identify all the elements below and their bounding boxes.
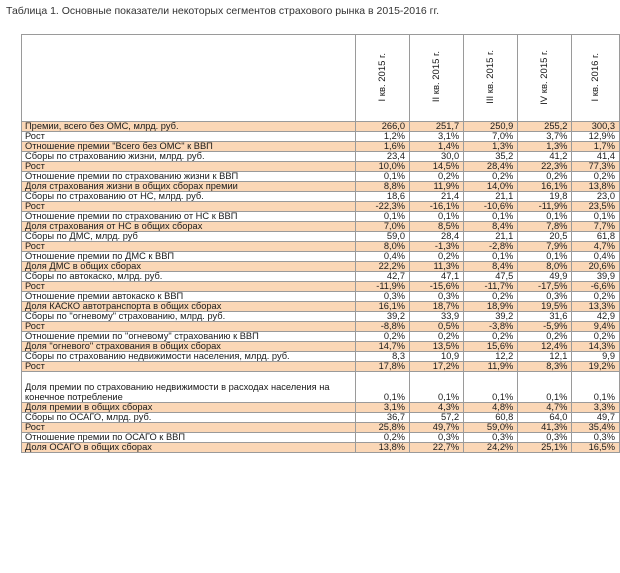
value-cell: -16,1% <box>410 202 464 212</box>
value-cell: 10,0% <box>355 162 409 172</box>
value-cell: 41,2 <box>518 152 572 162</box>
value-cell: 0,1% <box>410 212 464 222</box>
value-cell: 1,3% <box>464 142 518 152</box>
table-row <box>22 372 620 403</box>
value-cell: 59,0% <box>464 423 518 433</box>
value-cell: 18,6 <box>355 192 409 202</box>
value-cell: 0,1% <box>572 372 620 403</box>
value-cell: 1,2% <box>355 132 409 142</box>
value-cell: -10,6% <box>464 202 518 212</box>
row-label-header <box>22 35 356 122</box>
value-cell: 9,9 <box>572 352 620 362</box>
column-header-label: I кв. 2016 г. <box>590 52 602 102</box>
value-cell: 57,2 <box>410 413 464 423</box>
value-cell: 0,3% <box>410 292 464 302</box>
table-row <box>22 443 620 453</box>
table-row <box>22 362 620 372</box>
value-cell: 16,5% <box>572 443 620 453</box>
value-cell: 18,7% <box>410 302 464 312</box>
value-cell: 25,1% <box>518 443 572 453</box>
value-cell: 41,4 <box>572 152 620 162</box>
value-cell: 39,9 <box>572 272 620 282</box>
value-cell: 28,4 <box>410 232 464 242</box>
value-cell: 1,7% <box>572 142 620 152</box>
value-cell: 31,6 <box>518 312 572 322</box>
value-cell: 17,2% <box>410 362 464 372</box>
value-cell: 0,4% <box>572 252 620 262</box>
row-label: Сборы по страхованию жизни, млрд. руб. <box>22 152 356 162</box>
value-cell: 36,7 <box>355 413 409 423</box>
value-cell: 300,3 <box>572 122 620 132</box>
value-cell: 8,4% <box>464 222 518 232</box>
row-label: Доля КАСКО автотранспорта в общих сборах <box>22 302 356 312</box>
value-cell: 8,4% <box>464 262 518 272</box>
table-row <box>22 182 620 192</box>
value-cell: 0,1% <box>355 212 409 222</box>
value-cell: 0,2% <box>410 172 464 182</box>
value-cell: 49,7 <box>572 413 620 423</box>
table-row <box>22 423 620 433</box>
value-cell: 3,1% <box>410 132 464 142</box>
row-label: Премии, всего без ОМС, млрд. руб. <box>22 122 356 132</box>
row-label: Сборы по страхованию от НС, млрд. руб. <box>22 192 356 202</box>
value-cell: 22,3% <box>518 162 572 172</box>
value-cell: 39,2 <box>464 312 518 322</box>
column-header <box>572 35 620 122</box>
value-cell: 0,3% <box>410 433 464 443</box>
value-cell: 64,0 <box>518 413 572 423</box>
value-cell: 0,2% <box>355 332 409 342</box>
value-cell: 3,7% <box>518 132 572 142</box>
row-label: Рост <box>22 162 356 172</box>
column-header-label: III кв. 2015 г. <box>485 50 497 104</box>
value-cell: 12,9% <box>572 132 620 142</box>
value-cell: 0,1% <box>518 372 572 403</box>
table-row <box>22 292 620 302</box>
value-cell: 19,8 <box>518 192 572 202</box>
row-label: Отношение премии по ОСАГО к ВВП <box>22 433 356 443</box>
column-header <box>410 35 464 122</box>
value-cell: 8,8% <box>355 182 409 192</box>
row-label: Сборы по ОСАГО, млрд. руб. <box>22 413 356 423</box>
value-cell: 21,4 <box>410 192 464 202</box>
table-row <box>22 172 620 182</box>
row-label: Сборы по "огневому" страхованию, млрд. руб. <box>22 312 356 322</box>
value-cell: 0,3% <box>518 433 572 443</box>
value-cell: 12,4% <box>518 342 572 352</box>
value-cell: 19,5% <box>518 302 572 312</box>
value-cell: 13,3% <box>572 302 620 312</box>
value-cell: -3,8% <box>464 322 518 332</box>
value-cell: 8,5% <box>410 222 464 232</box>
row-label: Доля страхования жизни в общих сборах премии <box>22 182 356 192</box>
row-label: Отношение премии "Всего без ОМС" к ВВП <box>22 142 356 152</box>
value-cell: -15,6% <box>410 282 464 292</box>
table-row <box>22 262 620 272</box>
table-row <box>22 212 620 222</box>
insurance-market-table <box>21 34 620 453</box>
table-row <box>22 272 620 282</box>
value-cell: 49,7% <box>410 423 464 433</box>
row-label: Рост <box>22 132 356 142</box>
value-cell: 4,8% <box>464 403 518 413</box>
value-cell: 13,8% <box>355 443 409 453</box>
table-row <box>22 252 620 262</box>
value-cell: 21,1 <box>464 192 518 202</box>
row-label: Рост <box>22 322 356 332</box>
value-cell: 35,2 <box>464 152 518 162</box>
value-cell: 0,2% <box>572 292 620 302</box>
value-cell: 0,2% <box>410 252 464 262</box>
value-cell: 16,1% <box>518 182 572 192</box>
row-label: Рост <box>22 282 356 292</box>
value-cell: 0,3% <box>572 433 620 443</box>
value-cell: 0,1% <box>464 212 518 222</box>
value-cell: 10,9 <box>410 352 464 362</box>
table-row <box>22 342 620 352</box>
column-header-label: IV кв. 2015 г. <box>539 49 551 105</box>
value-cell: 250,9 <box>464 122 518 132</box>
value-cell: -5,9% <box>518 322 572 332</box>
value-cell: 15,6% <box>464 342 518 352</box>
table-row <box>22 433 620 443</box>
value-cell: 3,3% <box>572 403 620 413</box>
value-cell: 255,2 <box>518 122 572 132</box>
value-cell: -11,7% <box>464 282 518 292</box>
row-label: Отношение премии по ДМС к ВВП <box>22 252 356 262</box>
table-row <box>22 132 620 142</box>
value-cell: 1,3% <box>518 142 572 152</box>
value-cell: 49,9 <box>518 272 572 282</box>
row-label: Сборы по автокаско, млрд. руб. <box>22 272 356 282</box>
value-cell: 0,3% <box>464 433 518 443</box>
value-cell: 1,4% <box>410 142 464 152</box>
value-cell: 8,3% <box>518 362 572 372</box>
value-cell: 14,0% <box>464 182 518 192</box>
value-cell: 13,5% <box>410 342 464 352</box>
table-row <box>22 152 620 162</box>
value-cell: 12,2 <box>464 352 518 362</box>
value-cell: 0,3% <box>355 292 409 302</box>
value-cell: 3,1% <box>355 403 409 413</box>
table-body <box>22 122 620 453</box>
value-cell: 0,2% <box>518 332 572 342</box>
table-row <box>22 232 620 242</box>
value-cell: 61,8 <box>572 232 620 242</box>
value-cell: 266,0 <box>355 122 409 132</box>
value-cell: 22,2% <box>355 262 409 272</box>
value-cell: 0,1% <box>572 212 620 222</box>
value-cell: 24,2% <box>464 443 518 453</box>
value-cell: 47,5 <box>464 272 518 282</box>
value-cell: 4,3% <box>410 403 464 413</box>
table-row <box>22 413 620 423</box>
value-cell: 23,0 <box>572 192 620 202</box>
value-cell: 0,3% <box>518 292 572 302</box>
value-cell: 47,1 <box>410 272 464 282</box>
value-cell: -8,8% <box>355 322 409 332</box>
table-row <box>22 122 620 132</box>
value-cell: -2,8% <box>464 242 518 252</box>
row-label: Рост <box>22 242 356 252</box>
value-cell: 19,2% <box>572 362 620 372</box>
table-row <box>22 322 620 332</box>
value-cell: 17,8% <box>355 362 409 372</box>
row-label: Отношение премии автокаско к ВВП <box>22 292 356 302</box>
row-label: Отношение премии по "огневому" страхованию к ВВП <box>22 332 356 342</box>
value-cell: 0,2% <box>355 433 409 443</box>
value-cell: 0,2% <box>572 172 620 182</box>
table-row <box>22 222 620 232</box>
value-cell: 0,4% <box>355 252 409 262</box>
row-label: Рост <box>22 362 356 372</box>
table-row <box>22 302 620 312</box>
value-cell: 23,4 <box>355 152 409 162</box>
value-cell: -6,6% <box>572 282 620 292</box>
value-cell: 13,8% <box>572 182 620 192</box>
table-row <box>22 142 620 152</box>
value-cell: 12,1 <box>518 352 572 362</box>
table-row <box>22 192 620 202</box>
value-cell: 0,1% <box>464 252 518 262</box>
value-cell: 22,7% <box>410 443 464 453</box>
value-cell: 7,9% <box>518 242 572 252</box>
value-cell: 18,9% <box>464 302 518 312</box>
value-cell: 8,0% <box>518 262 572 272</box>
value-cell: 41,3% <box>518 423 572 433</box>
value-cell: 11,3% <box>410 262 464 272</box>
row-label: Сборы по ДМС, млрд. руб <box>22 232 356 242</box>
header-row <box>22 35 620 122</box>
value-cell: 7,7% <box>572 222 620 232</box>
value-cell: 7,8% <box>518 222 572 232</box>
value-cell: -11,9% <box>518 202 572 212</box>
value-cell: 59,0 <box>355 232 409 242</box>
value-cell: 251,7 <box>410 122 464 132</box>
value-cell: 8,0% <box>355 242 409 252</box>
table-title: Таблица 1. Основные показатели некоторых сегментов страхового рынка в 2015-2016 гг. <box>6 5 439 17</box>
value-cell: 11,9% <box>410 182 464 192</box>
value-cell: 60,8 <box>464 413 518 423</box>
row-label: Отношение премии по страхованию от НС к ВВП <box>22 212 356 222</box>
value-cell: 77,3% <box>572 162 620 172</box>
value-cell: 8,3 <box>355 352 409 362</box>
value-cell: 0,2% <box>464 172 518 182</box>
value-cell: 0,1% <box>518 212 572 222</box>
column-header <box>518 35 572 122</box>
value-cell: 14,5% <box>410 162 464 172</box>
table-row <box>22 403 620 413</box>
row-label: Доля ДМС в общих сборах <box>22 262 356 272</box>
row-label: Доля страхования от НС в общих сборах <box>22 222 356 232</box>
value-cell: 30,0 <box>410 152 464 162</box>
value-cell: 4,7% <box>572 242 620 252</box>
value-cell: 39,2 <box>355 312 409 322</box>
value-cell: 14,7% <box>355 342 409 352</box>
column-header <box>464 35 518 122</box>
row-label: Доля премии по страхованию недвижимости в расходах населения на конечное потребление <box>22 372 356 403</box>
value-cell: 0,2% <box>410 332 464 342</box>
value-cell: 42,7 <box>355 272 409 282</box>
value-cell: 4,7% <box>518 403 572 413</box>
row-label: Доля ОСАГО в общих сборах <box>22 443 356 453</box>
table-row <box>22 312 620 322</box>
value-cell: 9,4% <box>572 322 620 332</box>
value-cell: -11,9% <box>355 282 409 292</box>
value-cell: -17,5% <box>518 282 572 292</box>
value-cell: 25,8% <box>355 423 409 433</box>
value-cell: 1,6% <box>355 142 409 152</box>
value-cell: 20,6% <box>572 262 620 272</box>
table-row <box>22 242 620 252</box>
value-cell: 0,2% <box>464 292 518 302</box>
value-cell: 0,1% <box>355 172 409 182</box>
value-cell: 23,5% <box>572 202 620 212</box>
value-cell: 0,1% <box>410 372 464 403</box>
value-cell: 0,1% <box>355 372 409 403</box>
value-cell: 35,4% <box>572 423 620 433</box>
row-label: Доля премии в общих сборах <box>22 403 356 413</box>
value-cell: 0,2% <box>518 172 572 182</box>
row-label: Доля "огневого" страхования в общих сборах <box>22 342 356 352</box>
value-cell: 16,1% <box>355 302 409 312</box>
column-header <box>355 35 409 122</box>
value-cell: 42,9 <box>572 312 620 322</box>
table-row <box>22 282 620 292</box>
column-header-label: I кв. 2015 г. <box>376 52 388 102</box>
value-cell: 0,1% <box>464 372 518 403</box>
value-cell: -22,3% <box>355 202 409 212</box>
table-row <box>22 162 620 172</box>
value-cell: 0,5% <box>410 322 464 332</box>
column-header-label: II кв. 2015 г. <box>431 51 443 103</box>
value-cell: 21,1 <box>464 232 518 242</box>
value-cell: 0,1% <box>518 252 572 262</box>
row-label: Рост <box>22 202 356 212</box>
value-cell: 0,2% <box>464 332 518 342</box>
value-cell: 7,0% <box>355 222 409 232</box>
value-cell: 33,9 <box>410 312 464 322</box>
value-cell: 11,9% <box>464 362 518 372</box>
value-cell: 14,3% <box>572 342 620 352</box>
value-cell: -1,3% <box>410 242 464 252</box>
table-row <box>22 202 620 212</box>
value-cell: 7,0% <box>464 132 518 142</box>
value-cell: 28,4% <box>464 162 518 172</box>
row-label: Сборы по страхованию недвижимости населения, млрд. руб. <box>22 352 356 362</box>
table-row <box>22 352 620 362</box>
row-label: Отношение премии по страхованию жизни к ВВП <box>22 172 356 182</box>
row-label: Рост <box>22 423 356 433</box>
value-cell: 0,2% <box>572 332 620 342</box>
table-row <box>22 332 620 342</box>
value-cell: 20,5 <box>518 232 572 242</box>
